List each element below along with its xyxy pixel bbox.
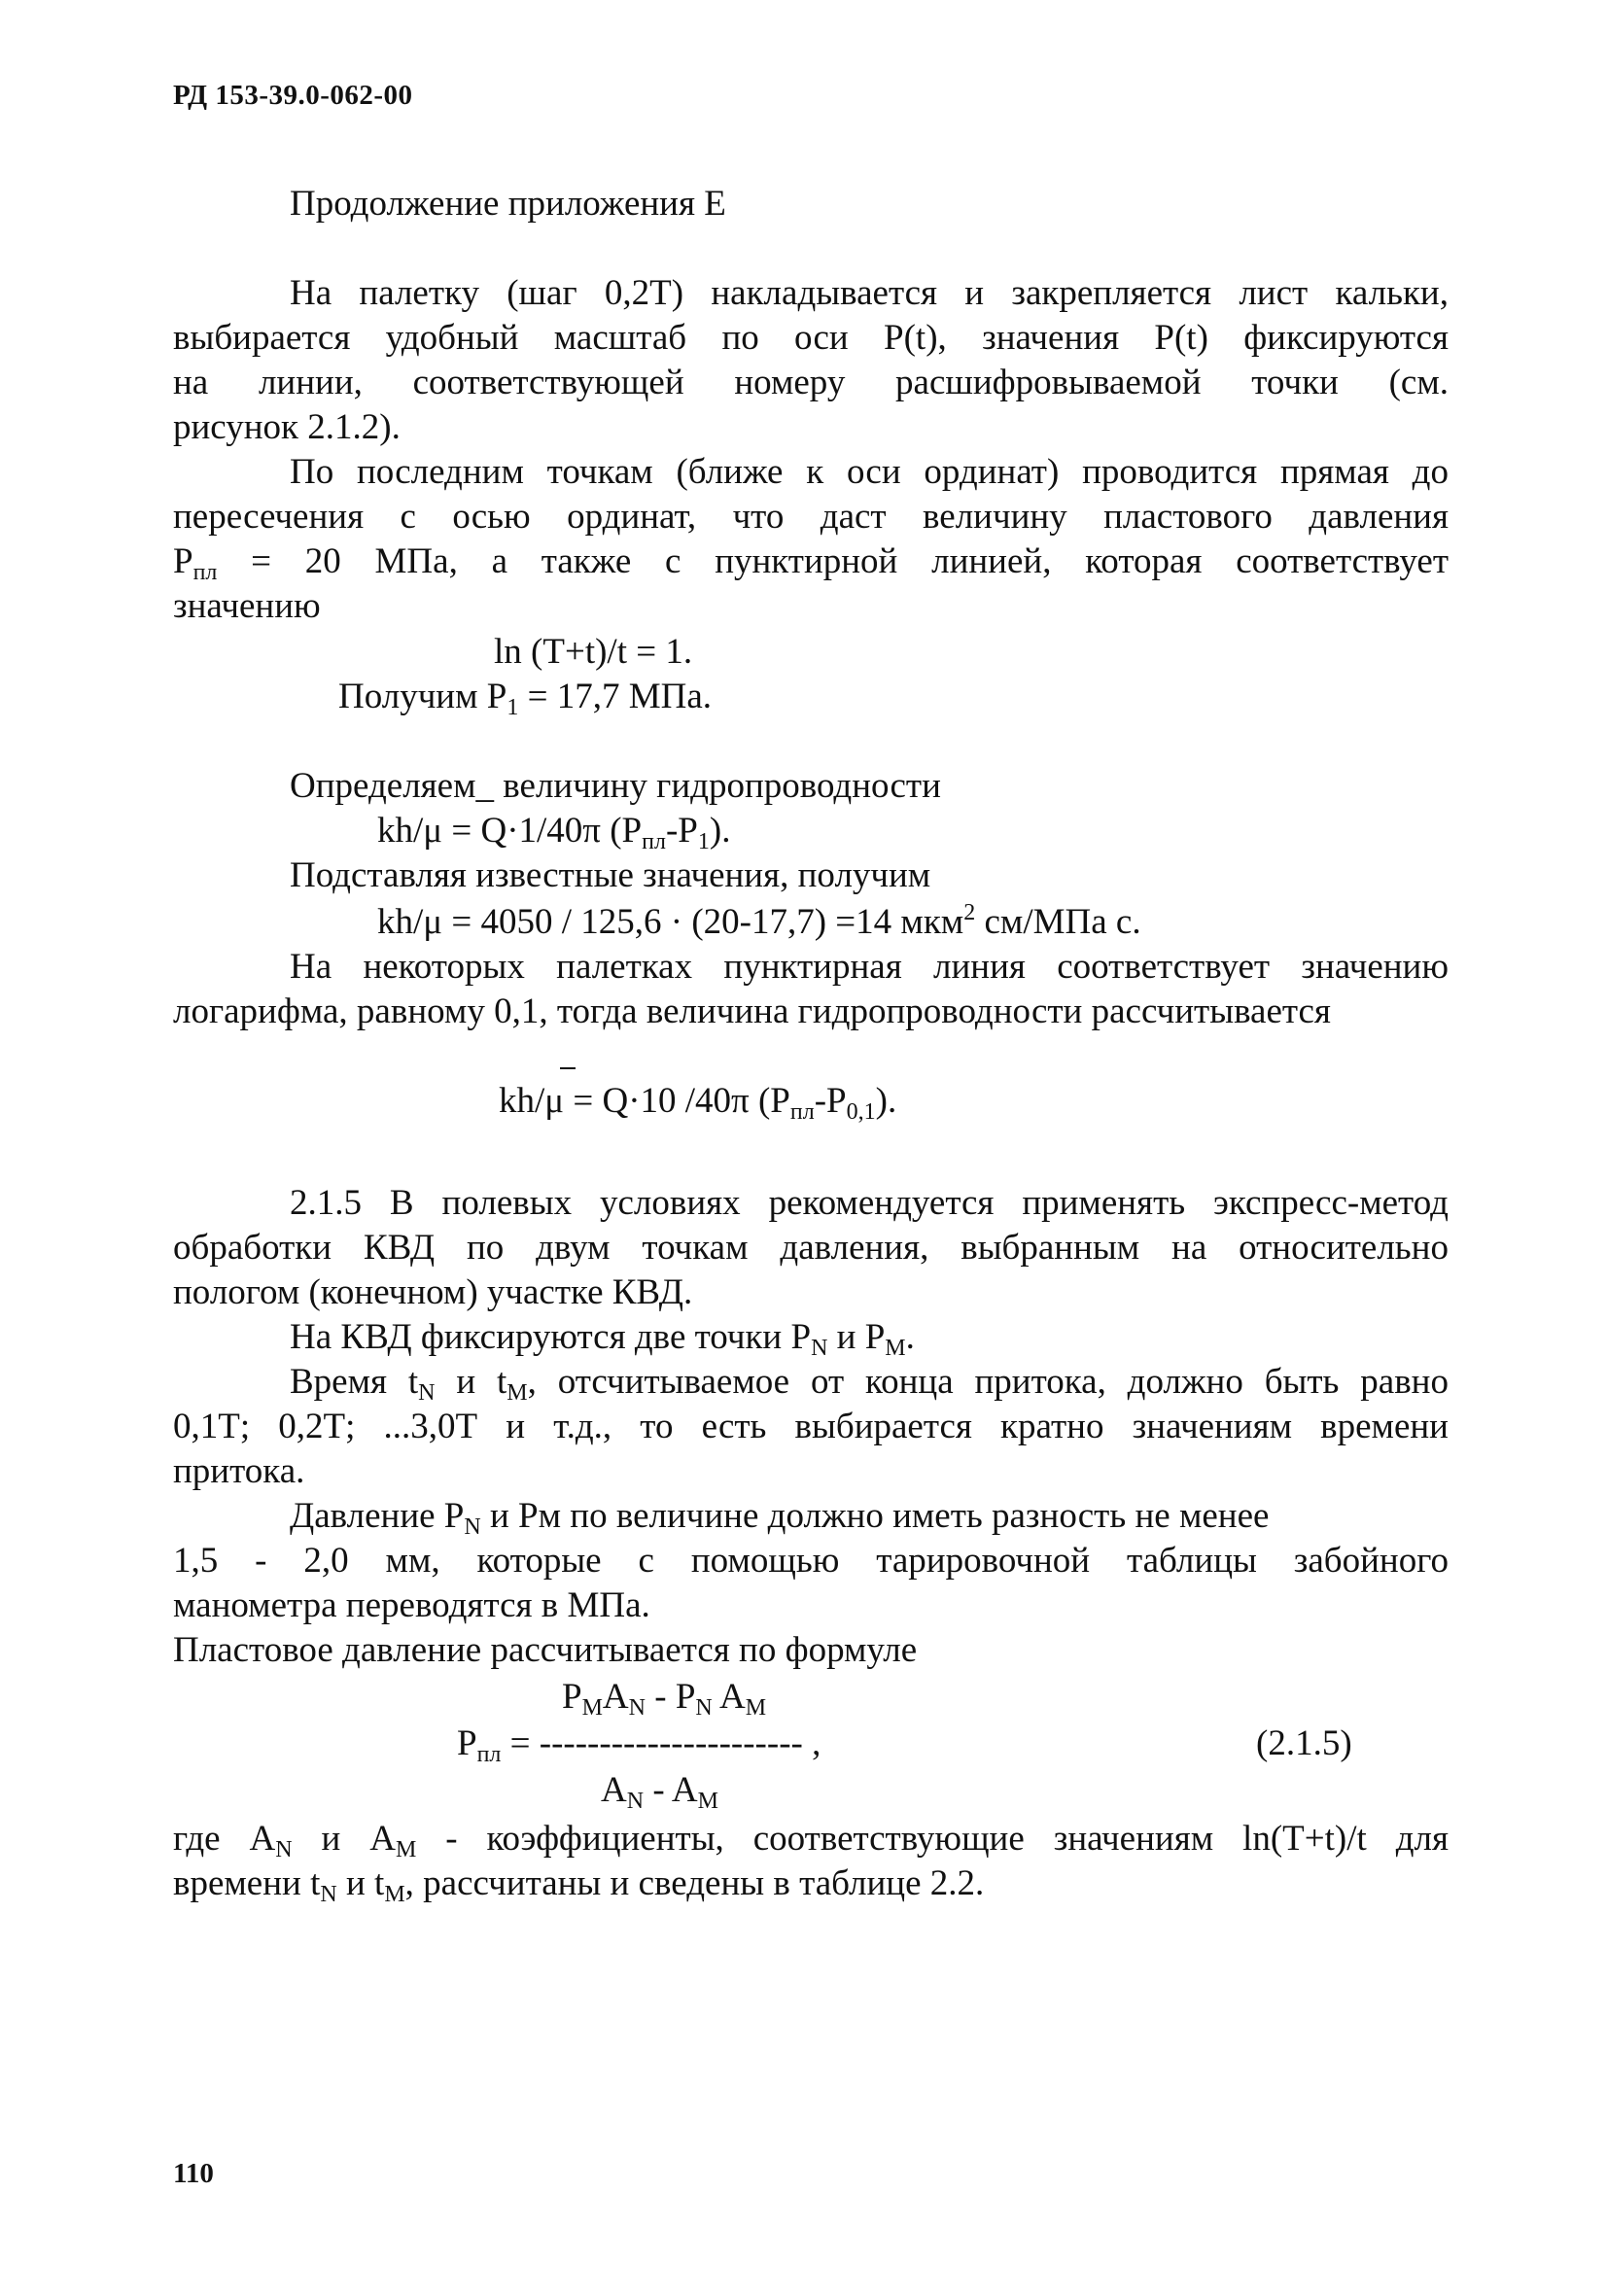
overbar-mark bbox=[560, 1067, 576, 1069]
text-line: манометра переводятся в МПа. bbox=[173, 1585, 650, 1625]
page-number: 110 bbox=[173, 2158, 214, 2189]
text-line: притока. bbox=[173, 1451, 305, 1491]
result-p1: Получим $Р_1 = 17,7$ МПа. bbox=[338, 677, 713, 720]
formula-numerator: $Р_MA_N - Р_N$ $A_M$ bbox=[562, 1677, 767, 1721]
formula-kh-c: kh/μ = Q·10 /40π $(Р_{пл}-Р_{0,1})$. bbox=[499, 1081, 897, 1125]
text-line: где $A_N$ и $A_M$ - коэффициенты, соответствующие значениям ln(Т+t)/t для bbox=[173, 1819, 1450, 1862]
section-title: Продолжение приложения Е bbox=[290, 184, 726, 224]
formula-main-line: $Р_{пл}$ = ---------------------- , bbox=[457, 1723, 821, 1767]
text-line: пологом (конечном) участке КВД. bbox=[173, 1272, 693, 1312]
text-line: Подставляя известные значения, получим bbox=[290, 855, 931, 895]
formula-denominator: $A_N - A_M$ bbox=[601, 1770, 718, 1814]
text-line: рисунок 2.1.2). bbox=[173, 407, 401, 447]
formula-kh-b: kh/μ = 4050 / 125,6 · (20-17,7) =14 мкм$^2$ см/МПа с. bbox=[377, 900, 1141, 942]
text-line: значению bbox=[173, 586, 321, 626]
text-line: выбирается удобный масштаб по оси Р(t), значения Р(t) фиксируются bbox=[173, 318, 1449, 358]
formula-number: (2.1.5) bbox=[1256, 1723, 1352, 1763]
text-line: $Р_{пл} = 20$ МПа, а также с пунктирной линией, которая соответствует bbox=[173, 541, 1449, 585]
text-line: обработки КВД по двум точкам давления, выбранным на относительно bbox=[173, 1228, 1449, 1268]
text-line: По последним точкам (ближе к оси ординат) проводится прямая до bbox=[290, 452, 1449, 492]
text-line: 2.1.5 В полевых условиях рекомендуется применять экспресс-метод bbox=[290, 1183, 1449, 1223]
text-line: на линии, соответствующей номеру расшифровываемой точки (см. bbox=[173, 363, 1449, 402]
text-line: логарифма, равному 0,1, тогда величина гидропроводности рассчитывается bbox=[173, 991, 1331, 1031]
text-line: На КВД фиксируются две точки $Р_N$ и $Р_M$. bbox=[290, 1317, 915, 1361]
document-code: РД 153-39.0-062-00 bbox=[173, 80, 413, 111]
text-line: 0,1Т; 0,2Т; ...3,0Т и т.д., то есть выбирается кратно значениям времени bbox=[173, 1407, 1449, 1446]
text-line: На палетку (шаг 0,2Т) накладывается и закрепляется лист кальки, bbox=[290, 273, 1449, 313]
text-line: пересечения с осью ординат, что даст величину пластового давления bbox=[173, 497, 1449, 537]
formula-kh-a: kh/μ = Q·1/40π $(Р_{пл}-Р_1)$. bbox=[377, 811, 731, 854]
text-line: времени $t_N$ и $t_M$, рассчитаны и сведены в таблице 2.2. bbox=[173, 1863, 985, 1907]
text-line: 1,5 - 2,0 мм, которые с помощью тарировочной таблицы забойного bbox=[173, 1541, 1449, 1581]
text-line: Пластовое давление рассчитывается по формуле bbox=[173, 1630, 918, 1670]
text-line: Определяем_ величину гидропроводности bbox=[290, 766, 941, 806]
text-line: На некоторых палетках пунктирная линия соответствует значению bbox=[290, 947, 1449, 987]
text-line: Время $t_N$ и $t_M$, отсчитываемое от конца притока, должно быть равно bbox=[290, 1362, 1449, 1406]
formula-ln: ln (Т+t)/t = 1. bbox=[494, 632, 693, 672]
text-line: Давление $Р_N$ и Рм по величине должно иметь разность не менее bbox=[290, 1496, 1270, 1540]
